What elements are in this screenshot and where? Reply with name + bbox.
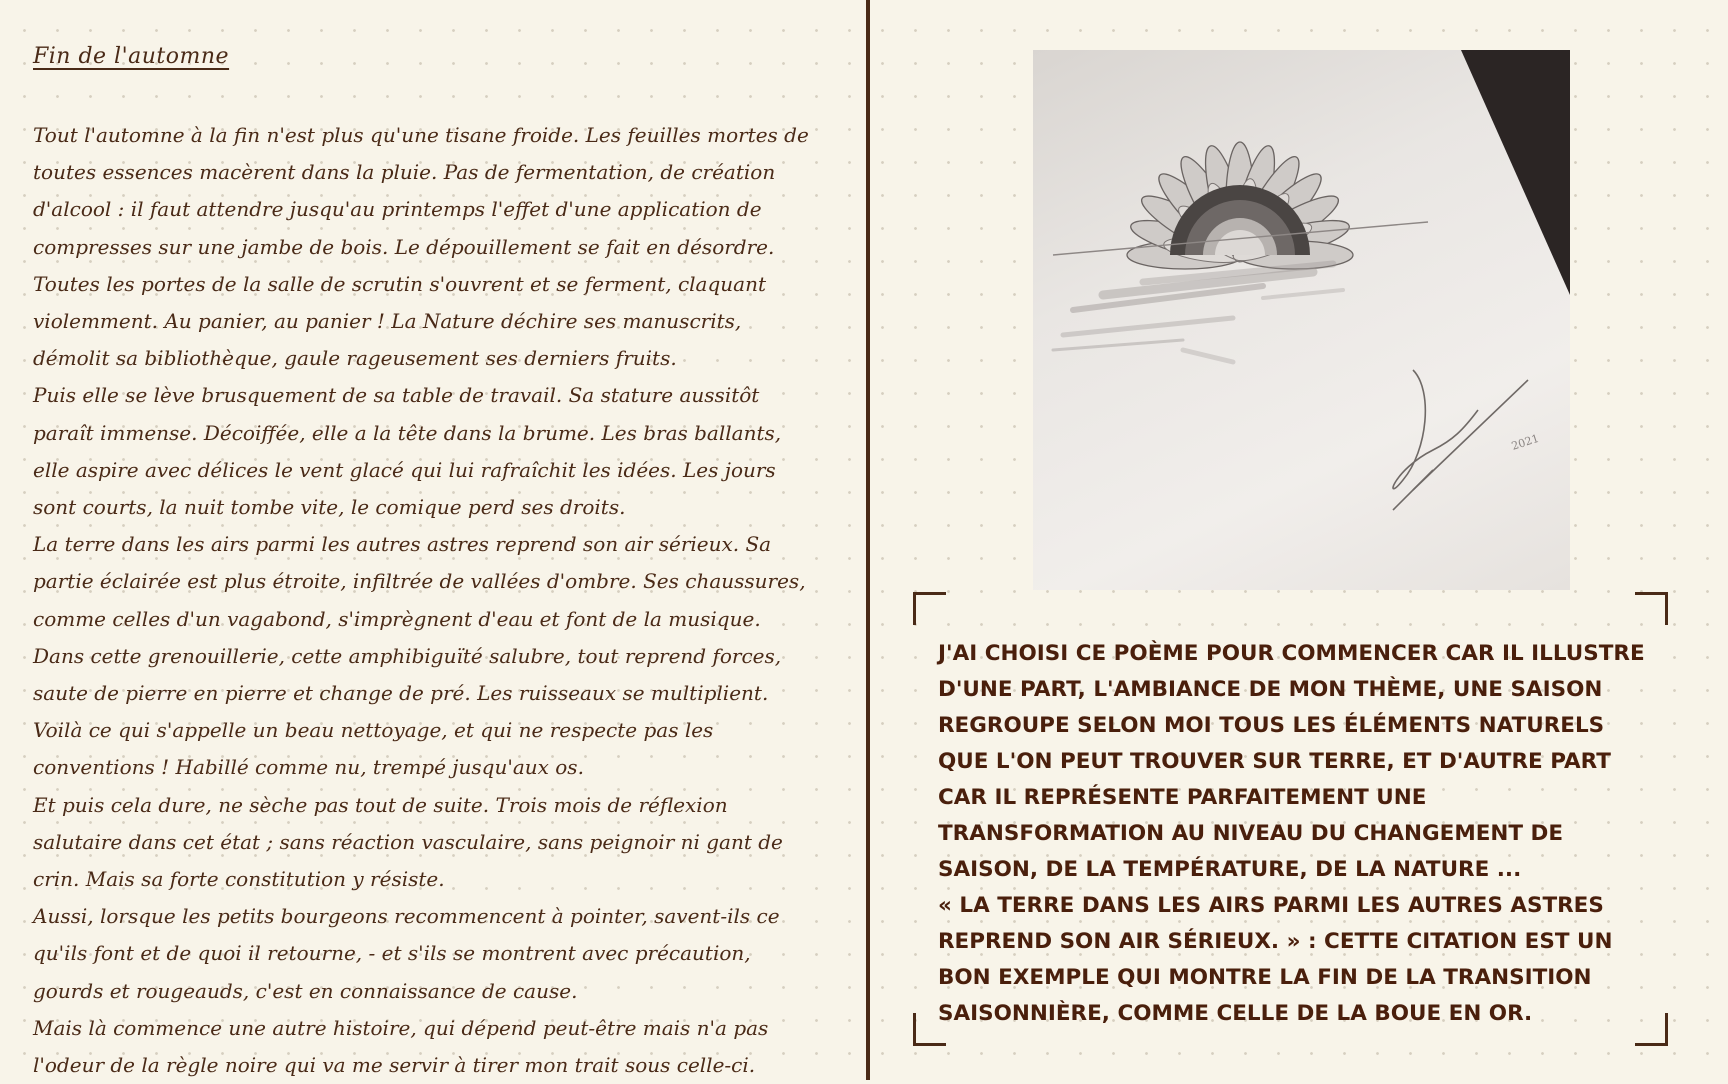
poem-paragraph: Mais là commence une autre histoire, qui dépend peut-être mais n'a pas l'odeur de la règle noire qui va me servir à tirer mon trait sous celle-ci. (33, 1015, 769, 1078)
commentary-block (938, 636, 1646, 1032)
poem-title: Fin de l'automne (33, 44, 230, 69)
right-page (870, 0, 1728, 1080)
frame-corner-top-left (913, 592, 946, 625)
left-page (0, 0, 866, 1080)
poem-paragraph: Aussi, lorsque les petits bourgeons recommencent à pointer, savent-ils ce qu'ils font et de quoi il retourne, - et s'ils se montrent avec précaution, gourds et rougeauds, c'est en connaissance de cause. (33, 904, 780, 1003)
commentary-paragraph: J'AI CHOISI CE POÈME POUR COMMENCER CAR IL ILLUSTRE D'UNE PART, L'AMBIANCE DE MON THÈME, UNE SAISON REGROUPE SELON MOI TOUS LES ÉLÉMENTS NATURELS QUE L'ON PEUT TROUVER SUR TERRE, ET D'AUTRE PART CAR IL REPRÉSENTE PARFAITEMENT UNE TRANSFORMATION AU NIVEAU DU CHANGEMENT DE SAISON, DE LA TEMPÉRATURE, DE LA NATURE ... (938, 641, 1645, 882)
poem-paragraph: Puis elle se lève brusquement de sa table de travail. Sa stature aussitôt paraît immense. Décoiffée, elle a la tête dans la brume. Les bras ballants, elle aspire avec délices le vent glacé qui lui rafraîchit les idées. Les jours sont courts, la nuit tombe vite, le comique perd ses droits. (33, 383, 782, 520)
drawing-year: 2021 (1509, 431, 1541, 453)
poem-paragraph: Voilà ce qui s'appelle un beau nettoyage, et qui ne respecte pas les conventions ! Habillé comme nu, trempé jusqu'aux os. (33, 718, 714, 780)
poem-paragraph: Et puis cela dure, ne sèche pas tout de suite. Trois mois de réflexion salutaire dans cet état ; sans réaction vasculaire, sans peignoir ni gant de crin. Mais sa forte constitution y résiste. (33, 792, 783, 892)
poem-body (33, 117, 823, 1084)
poem-paragraph: Dans cette grenouillerie, cette amphibiguïté salubre, tout reprend forces, saute de pierre en pierre et change de pré. Les ruisseaux se multiplient. (33, 643, 782, 706)
frame-corner-top-right (1635, 592, 1668, 625)
drawing-signature (1393, 370, 1528, 510)
poem-paragraph: Tout l'automne à la fin n'est plus qu'une tisane froide. Les feuilles mortes de toutes essences macèrent dans la pluie. Pas de fermentation, de création d'alcool : il faut attendre jusqu'au printemps l'effet d'une application de compresses sur une jambe de bois. Le dépouillement se fait en désordre. Toutes les portes de la salle de scrutin s'ouvrent et se ferment, claquant violemment. Au panier, au panier ! La Nature déchire ses manuscrits, démolit sa bibliothèque, gaule rageusement ses derniers fruits. (33, 123, 809, 371)
table-corner-shadow (1461, 50, 1570, 295)
commentary-quote-paragraph: « LA TERRE DANS LES AIRS PARMI LES AUTRES ASTRES REPREND SON AIR SÉRIEUX. » : CETTE CITATION EST UN BON EXEMPLE QUI MONTRE LA FIN DE LA TRANSITION SAISONNIÈRE, COMME CELLE DE LA BOUE EN OR. (938, 893, 1613, 1026)
sunflower-sketch (1053, 142, 1428, 362)
poem-paragraph: La terre dans les airs parmi les autres astres reprend son air sérieux. Sa partie éclairée est plus étroite, infiltrée de vallées d'ombre. Ses chaussures, comme celles d'un vagabond, s'imprègnent d'eau et font de la musique. (33, 532, 806, 631)
sunflower-drawing-photo (1033, 50, 1570, 590)
